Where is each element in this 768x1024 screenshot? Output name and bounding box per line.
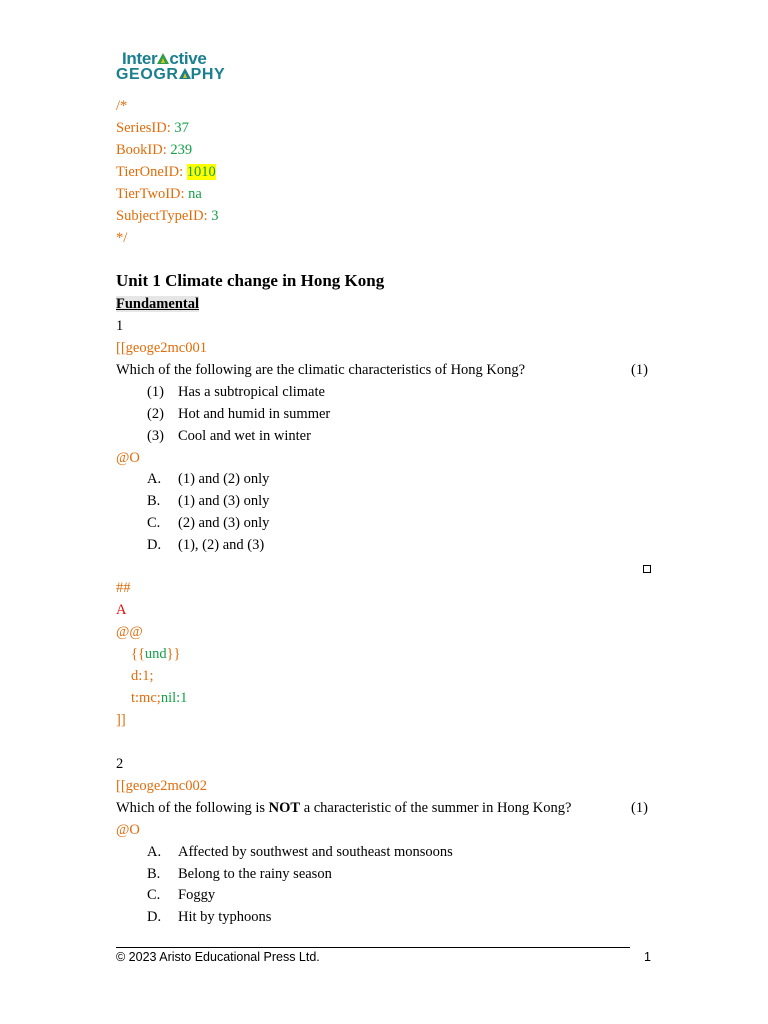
q1-answer: A [116,602,127,618]
q1-option-text: (1) and (2) only [178,471,270,487]
q1-code: [[geoge2mc001 [116,340,207,356]
q1-statement-num: (3) [147,428,164,444]
q1-option-letter: C. [147,515,161,531]
type-a: t:mc; [131,690,161,706]
subject-type-label: SubjectTypeID: [116,208,212,224]
tier-two-value: na [188,186,202,202]
logo-text-phy: PHY [190,66,226,83]
q1-question-text: Which of the following are the climatic characteristics of Hong Kong? [116,362,526,378]
q2-option-text: Foggy [178,887,216,903]
q2-option-letter: C. [147,887,161,903]
q1-option-text: (2) and (3) only [178,515,270,531]
q1-difficulty: d:1; [131,668,154,684]
q1-end: ]] [116,712,126,728]
q2-number: 2 [116,756,124,772]
footer-copyright: © 2023 Aristo Educational Press Ltd. [116,950,320,964]
q1-number: 1 [116,318,124,334]
q1-meta-marker: @@ [116,624,143,640]
q1-type [131,689,187,707]
q2-code: [[geoge2mc002 [116,778,207,794]
section-label: Fundamental [116,296,199,312]
q2-option-text: Affected by southwest and southeast monsoons [178,844,453,860]
q1-statement-text: Cool and wet in winter [178,428,311,444]
und-close: }} [166,646,181,662]
book-value: 239 [170,142,193,158]
q2-options-marker: @O [116,822,140,838]
meta-subject-type [116,207,218,225]
q2-marks: (1) [631,800,648,816]
book-label: BookID: [116,142,171,158]
unit-title [116,272,384,290]
q1-option-letter: A. [147,471,162,487]
checkbox-icon[interactable] [643,565,651,573]
q1-options-marker: @O [116,450,140,466]
und-open: {{ [131,646,145,662]
q2-option-text: Hit by typhoons [178,909,272,925]
meta-close: */ [116,230,128,246]
logo-triangle-icon [179,68,191,79]
q2-option-letter: A. [147,844,162,860]
q1-und-tag [131,645,181,663]
tier-one-label: TierOneID: [116,164,187,180]
q1-statement-num: (1) [147,384,164,400]
tier-two-label: TierTwoID: [116,186,189,202]
meta-tier-two [116,185,202,203]
q1-answer-marker: ## [116,580,131,596]
q2-text-bold: NOT [268,800,301,816]
q1-option-letter: D. [147,537,162,553]
q1-statement-num: (2) [147,406,164,422]
tier-one-value: 1010 [186,164,216,180]
q2-text-after: a characteristic of the summer in Hong Kong? [300,800,572,816]
q2-option-text: Belong to the rainy season [178,866,332,882]
unit-title-text: Unit 1 Climate change in Hong Kong [116,271,385,290]
q1-statement-text: Has a subtropical climate [178,384,325,400]
page-number: 1 [644,950,651,964]
und-value: und [144,646,167,662]
q2-option-letter: B. [147,866,161,882]
q2-text-before: Which of the following is [116,800,269,816]
logo-text-geogr: GEOGR [116,66,179,83]
meta-series [116,119,189,137]
series-label: SeriesID: [116,120,175,136]
meta-tier-one [116,163,216,181]
q2-question-text [116,799,571,817]
logo-triangle-icon [157,53,169,64]
meta-open: /* [116,98,128,114]
section-heading [116,295,199,313]
logo-text-inter: Inter [122,49,158,68]
q1-marks: (1) [631,362,648,378]
logo [116,50,225,83]
logo-text-ctive: ctive [169,49,207,68]
series-value: 37 [174,120,189,136]
q1-option-text: (1), (2) and (3) [178,537,265,553]
subject-type-value: 3 [211,208,219,224]
type-b: nil:1 [160,690,188,706]
q1-option-text: (1) and (3) only [178,493,270,509]
q1-option-letter: B. [147,493,161,509]
meta-book [116,141,192,159]
q1-statement-text: Hot and humid in summer [178,406,331,422]
q2-option-letter: D. [147,909,162,925]
